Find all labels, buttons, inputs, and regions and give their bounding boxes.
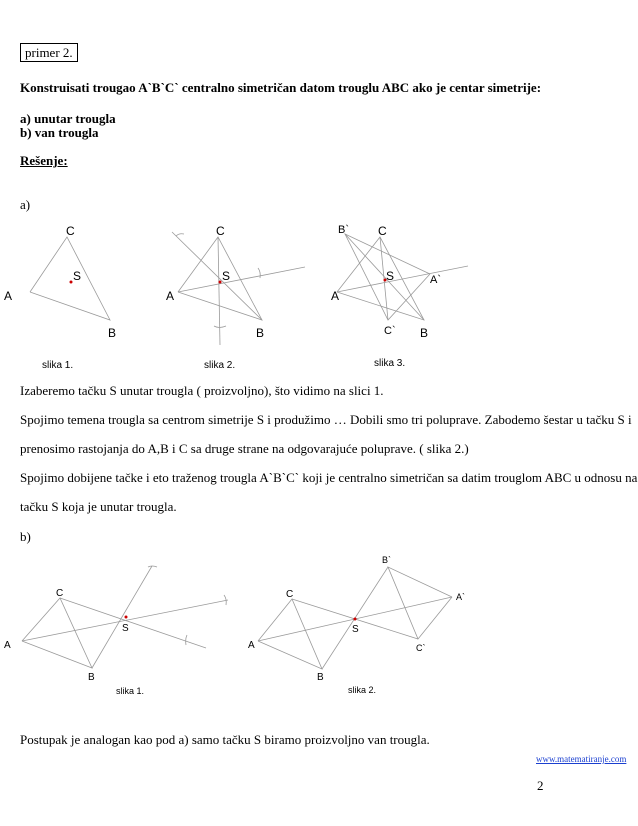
label-a-prime: A` (456, 592, 465, 602)
task-title: Konstruisati trougao A`B`C` centralno simetričan datom trouglu ABC ako je centar simetrije: (20, 80, 542, 95)
part-a-label: a) (20, 197, 31, 212)
option-a: a) unutar trougla (20, 111, 116, 126)
label-s: S (386, 269, 395, 283)
label-s: S (73, 269, 82, 283)
label-b-prime: B` (382, 555, 391, 565)
page-number: 2 (537, 778, 544, 793)
label-c: C (66, 224, 75, 238)
label-a: A (4, 289, 13, 303)
label-s: S (352, 624, 359, 635)
paragraph-a-3: prenosimo rastojanja do A,B i C sa druge strane na odgovarajuće poluprave. ( slika 2.) (20, 441, 469, 456)
label-c: C (378, 224, 387, 238)
triangle-abc (22, 598, 92, 668)
option-b: b) van trougla (20, 125, 99, 140)
paragraph-a-4: Spojimo dobijene tačke i eto traženog trougla A`B`C` koji je centralno simetričan sa datim trouglom ABC u odnosu na (20, 470, 638, 485)
arc-mark (186, 635, 187, 645)
label-b-prime: B` (338, 224, 349, 236)
paragraph-a-2: Spojimo temena trougla sa centrom simetrije S i produžimo … Dobili smo tri poluprave. Zabodemo šestar u tačku S i (20, 412, 632, 427)
arc-mark (224, 595, 226, 605)
half-line-cs (60, 598, 206, 648)
caption-slika-3: slika 3. (374, 358, 406, 369)
caption-slika-2: slika 2. (204, 360, 236, 371)
solution-heading: Rešenje: (20, 153, 68, 168)
label-a-prime: A` (430, 274, 441, 286)
example-label: primer 2. (25, 45, 73, 60)
label-c-prime: C` (416, 643, 426, 653)
paragraph-a-5: tačku S koja je unutar trougla. (20, 499, 177, 514)
website-link[interactable]: www.matematiranje.com (536, 754, 627, 764)
paragraph-b: Postupak je analogan kao pod a) samo tačku S biramo proizvoljno van trougla. (20, 732, 430, 747)
point-s (354, 618, 357, 621)
label-a: A (248, 640, 255, 651)
point-s (125, 616, 128, 619)
label-s: S (222, 269, 231, 283)
label-b: B (108, 326, 117, 340)
label-c: C (56, 588, 64, 599)
caption-slika-1: slika 1. (42, 360, 74, 371)
label-a: A (166, 289, 175, 303)
label-b: B (88, 672, 95, 683)
label-b: B (420, 326, 429, 340)
part-b-label: b) (20, 529, 31, 544)
label-b: B (317, 672, 324, 683)
label-a: A (331, 289, 340, 303)
caption-b-slika-2: slika 2. (348, 685, 377, 695)
paragraph-a-1: Izaberemo tačku S unutar trougla ( proizvoljno), što vidimo na slici 1. (20, 383, 384, 398)
arc-mark (148, 566, 157, 567)
label-c: C (216, 224, 225, 238)
label-s: S (122, 623, 129, 634)
triangle-a-b-c-prime (388, 567, 452, 639)
label-c: C (286, 589, 294, 600)
caption-b-slika-1: slika 1. (116, 686, 145, 696)
label-a: A (4, 640, 11, 651)
label-b: B (256, 326, 265, 340)
label-c-prime: C` (384, 325, 396, 337)
